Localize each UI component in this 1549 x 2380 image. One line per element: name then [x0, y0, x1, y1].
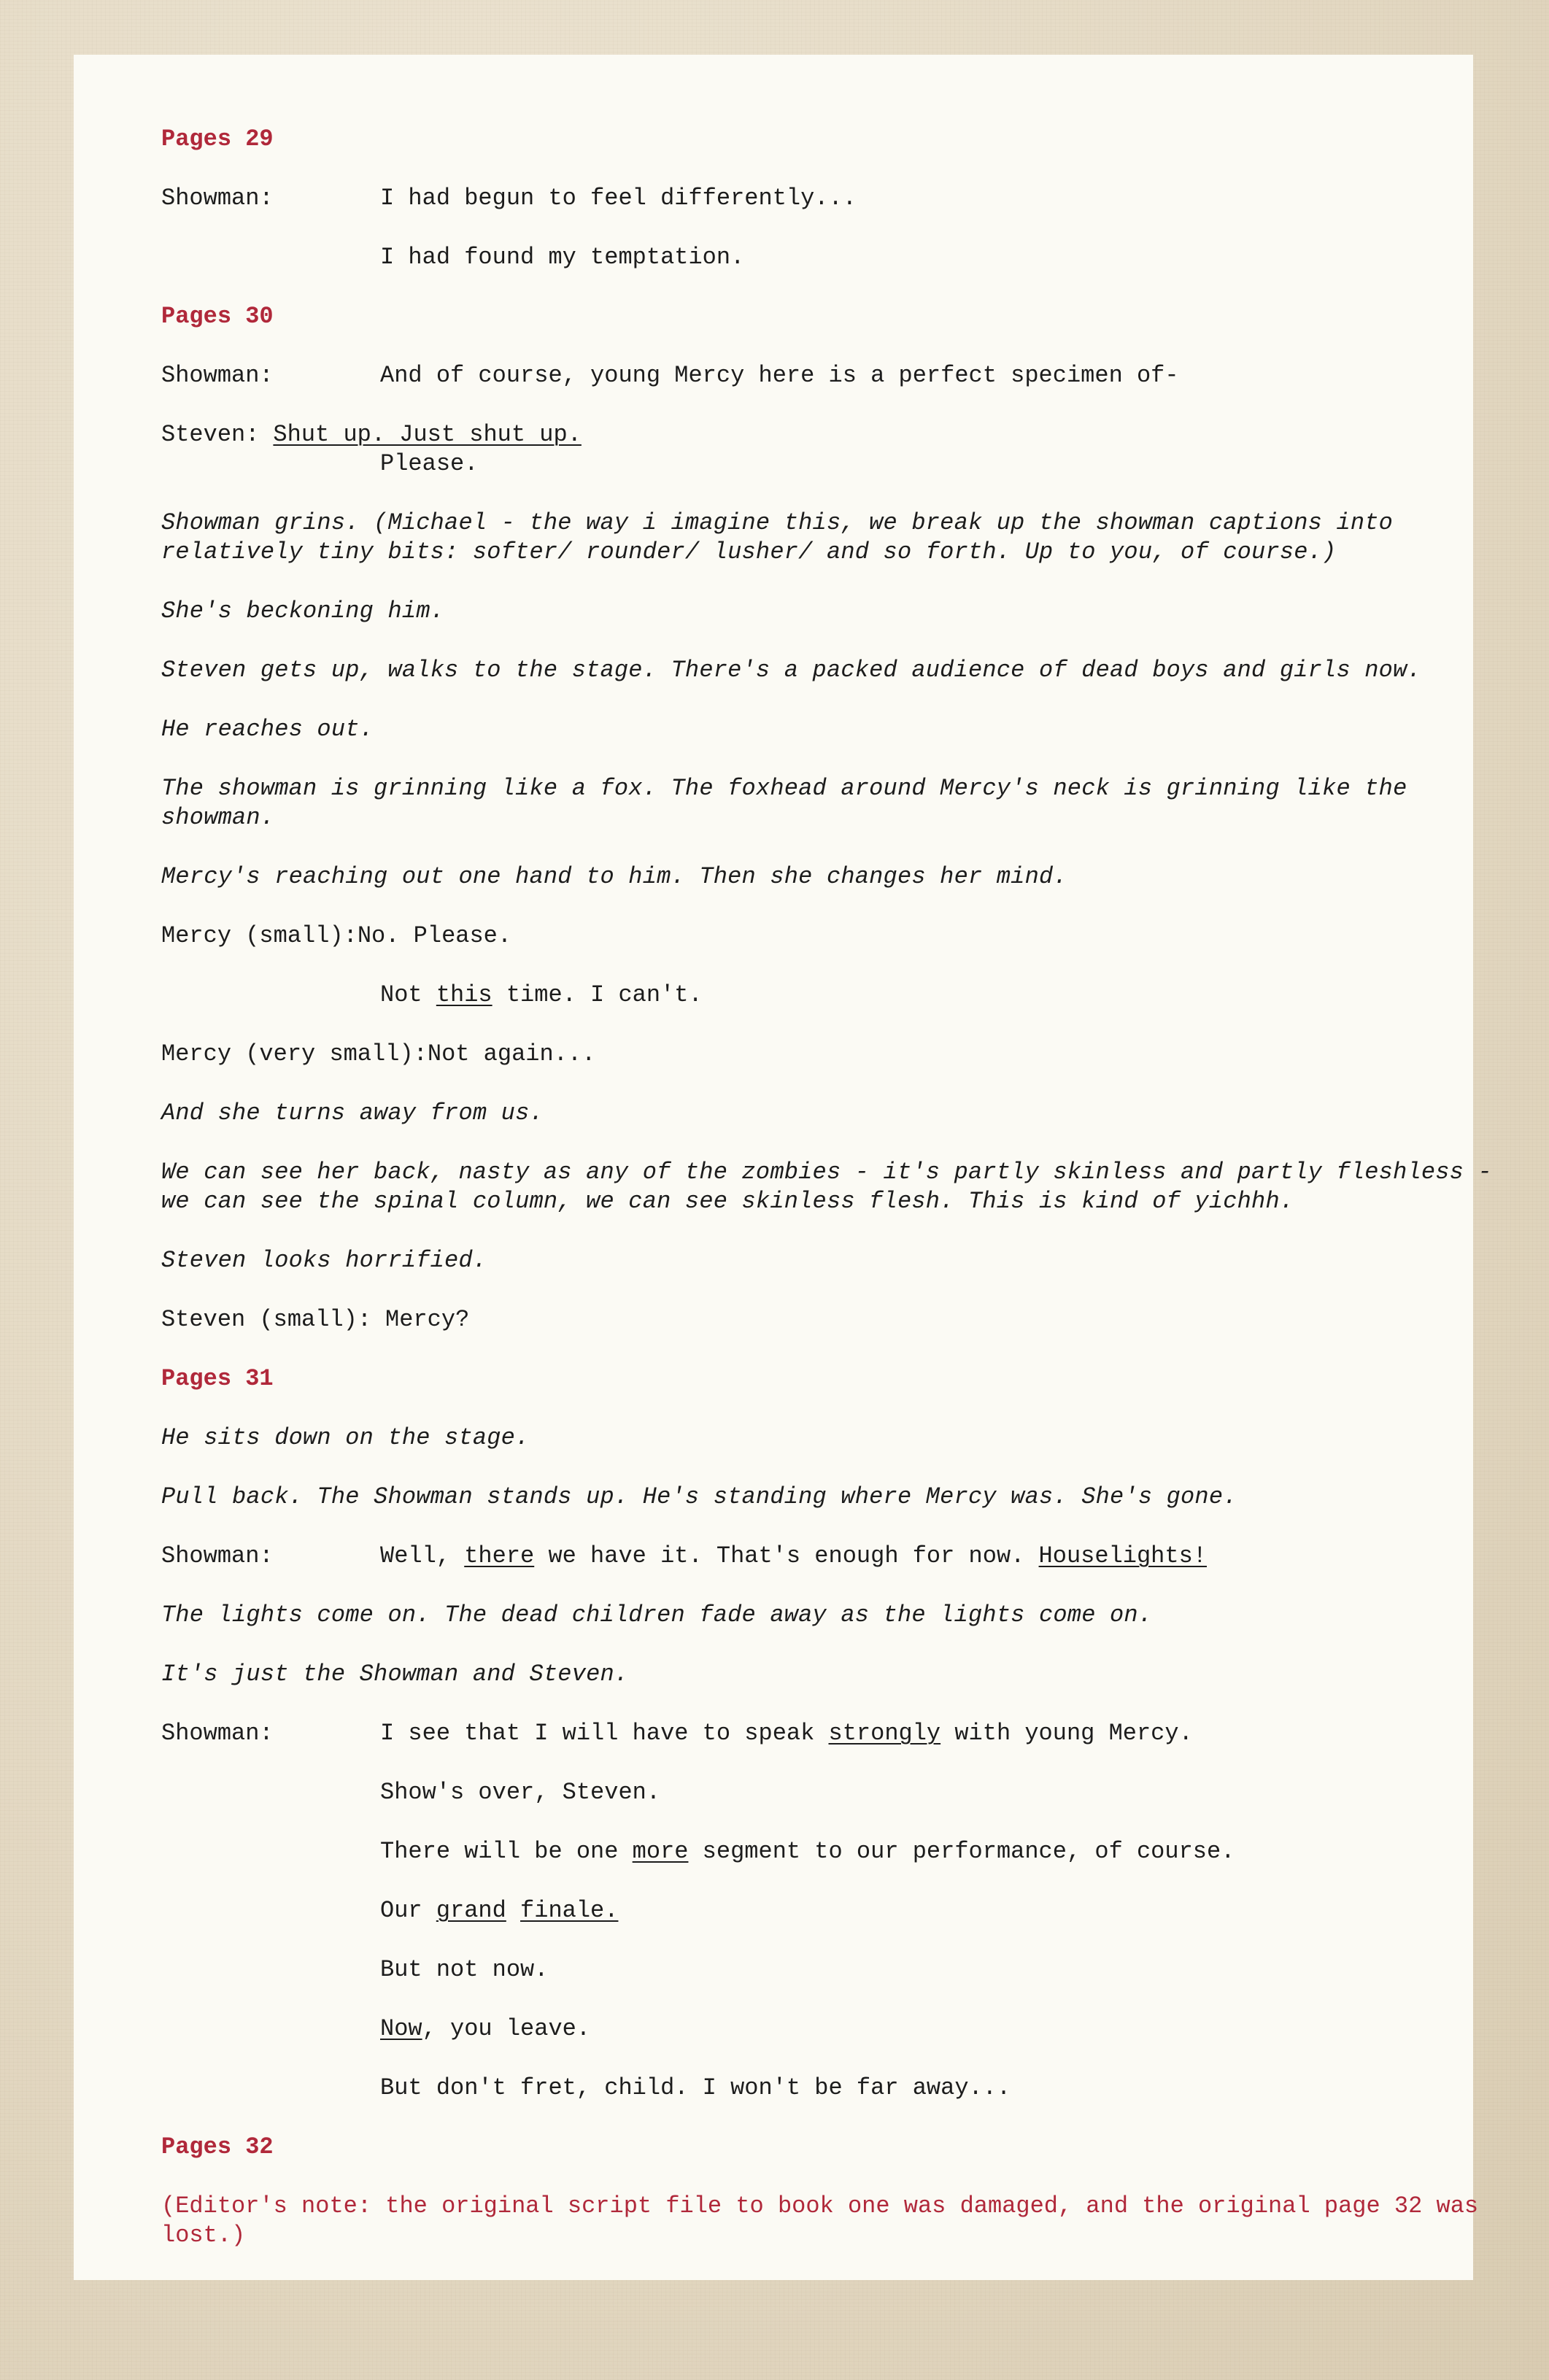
dialogue-line: Show's over, Steven. — [380, 1779, 661, 1806]
speaker-name: Steven (small): — [161, 1306, 372, 1333]
section-heading-p29: Pages 29 — [161, 125, 274, 152]
dialogue-line: I had found my temptation. — [380, 244, 745, 271]
script-content — [161, 125, 1533, 2250]
section-heading-p32: Pages 32 — [161, 2133, 274, 2160]
section-heading-p31: Pages 31 — [161, 1365, 274, 1392]
dialogue-line: Mercy? — [385, 1306, 470, 1333]
underlined-text: Now — [380, 2015, 422, 2042]
editor-note: (Editor's note: the original script file to book one was damaged, and the original page 32 was lost.) — [161, 2192, 1479, 2249]
stage-direction: He sits down on the stage. — [161, 1424, 530, 1451]
dialogue-line — [259, 420, 1533, 449]
dialogue-line: No. Please. — [357, 922, 512, 949]
dialogue-mercy — [161, 1040, 1533, 1069]
stage-direction: He reaches out. — [161, 716, 374, 743]
dialogue-line: And of course, young Mercy here is a perfect specimen of- — [380, 362, 1179, 389]
dialogue-showman — [161, 361, 1533, 390]
dialogue-line: Not this time. I can't. — [380, 981, 703, 1008]
speaker-name: Showman: — [161, 185, 274, 212]
underlined-text: finale. — [520, 1897, 619, 1924]
stage-direction: The showman is grinning like a fox. The foxhead around Mercy's neck is grinning like the showman. — [161, 775, 1407, 831]
dialogue-line: But not now. — [380, 1956, 549, 1983]
dialogue-steven — [161, 420, 1533, 449]
dialogue-line: There will be one more segment to our performance, of course. — [380, 1838, 1235, 1865]
dialogue-mercy — [161, 922, 1533, 951]
speaker-name: Mercy (very small): — [161, 1040, 428, 1067]
speaker-name: Showman: — [161, 1720, 274, 1747]
underlined-text: this — [436, 981, 492, 1008]
stage-direction: We can see her back, nasty as any of the zombies - it's partly skinless and partly fleshless - we can see the spinal column, we can see skinless flesh. This is kind of yichhh. — [161, 1159, 1492, 1215]
script-page — [74, 55, 1492, 2280]
dialogue-line: But don't fret, child. I won't be far away... — [380, 2074, 1011, 2101]
dialogue-showman — [161, 184, 1533, 213]
dialogue-line: Well, there we have it. That's enough for now. Houselights! — [380, 1542, 1207, 1569]
underlined-text: Houselights! — [1038, 1542, 1207, 1569]
dialogue-line: Our grand finale. — [380, 1897, 619, 1924]
underlined-text: more — [632, 1838, 689, 1865]
stage-direction: Showman grins. (Michael - the way i imagine this, we break up the showman captions into relatively tiny bits: softer/ rounder/ lusher/ and so forth. Up to you, of course.) — [161, 509, 1394, 565]
stage-direction: It's just the Showman and Steven. — [161, 1661, 629, 1688]
stage-direction: Steven gets up, walks to the stage. There's a packed audience of dead boys and girls now. — [161, 657, 1421, 684]
dialogue-line: Not again... — [427, 1040, 596, 1067]
speaker-name: Mercy (small): — [161, 922, 358, 949]
speaker-name: Showman: — [161, 362, 274, 389]
section-heading-p30: Pages 30 — [161, 303, 274, 330]
underlined-text: there — [464, 1542, 535, 1569]
underlined-text: grand — [436, 1897, 506, 1924]
dialogue-line: Please. — [380, 450, 479, 477]
stage-direction: Pull back. The Showman stands up. He's standing where Mercy was. She's gone. — [161, 1483, 1237, 1510]
stage-direction: The lights come on. The dead children fade away as the lights come on. — [161, 1602, 1153, 1628]
dialogue-showman — [161, 1542, 1533, 1571]
stage-direction: Mercy's reaching out one hand to him. Then she changes her mind. — [161, 863, 1067, 890]
stage-direction: And she turns away from us. — [161, 1100, 544, 1127]
stage-direction: She's beckoning him. — [161, 598, 445, 625]
underlined-text: Shut up. Just shut up. — [273, 421, 582, 448]
dialogue-line: Now, you leave. — [380, 2015, 591, 2042]
dialogue-line: I see that I will have to speak strongly with young Mercy. — [380, 1720, 1193, 1747]
dialogue-line: I had begun to feel differently... — [380, 185, 857, 212]
stage-direction: Steven looks horrified. — [161, 1247, 487, 1274]
dialogue-steven — [161, 1305, 1533, 1334]
dialogue-showman — [161, 1719, 1533, 1748]
speaker-name: Showman: — [161, 1542, 274, 1569]
underlined-text: strongly — [828, 1720, 941, 1747]
speaker-name: Steven: — [161, 421, 260, 448]
